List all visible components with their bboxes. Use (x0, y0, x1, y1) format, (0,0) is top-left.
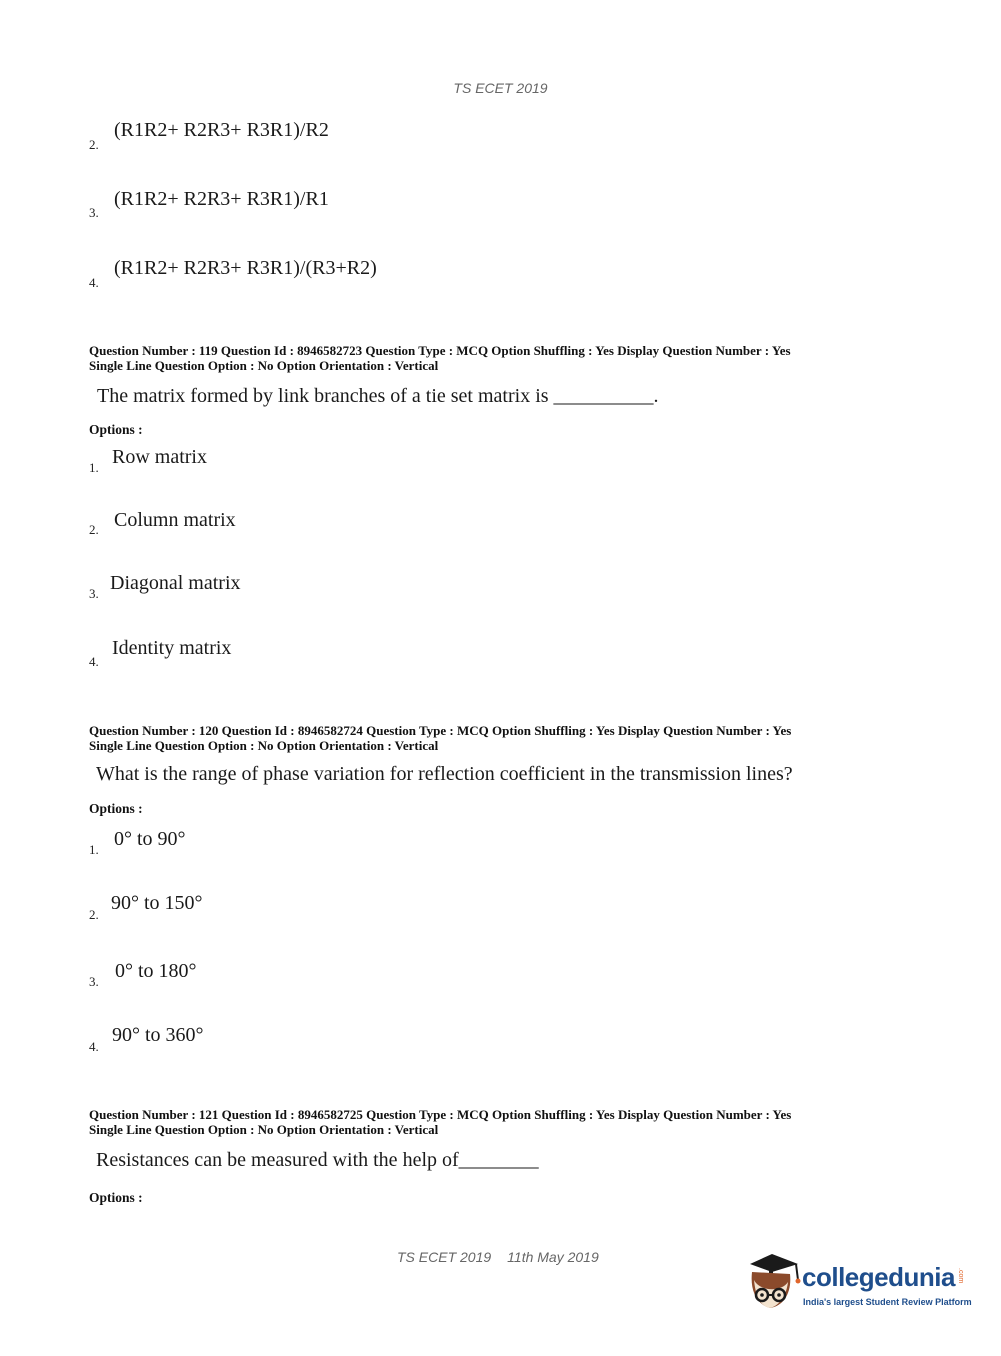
option-text: Identity matrix (112, 637, 232, 659)
option-number: 3. (89, 586, 99, 601)
option-text: (R1R2+ R2R3+ R3R1)/(R3+R2) (114, 257, 377, 279)
options-label: Options : (89, 801, 143, 816)
page-header: TS ECET 2019 (453, 80, 548, 96)
option-number: 3. (89, 205, 99, 220)
option-number: 4. (89, 654, 99, 669)
question-meta-line: Single Line Question Option : No Option Orientation : Vertical (89, 1122, 439, 1137)
collegedunia-logo (742, 1250, 972, 1320)
question-meta (89, 343, 909, 373)
option-text: 90° to 360° (112, 1024, 204, 1046)
footer-exam: TS ECET 2019 (397, 1249, 492, 1265)
question-meta (89, 1107, 909, 1137)
option-number: 1. (89, 460, 99, 475)
option-text: (R1R2+ R2R3+ R3R1)/R1 (114, 188, 329, 210)
options-label: Options : (89, 1190, 143, 1205)
option-text: Diagonal matrix (110, 572, 241, 594)
question-meta (89, 723, 909, 753)
question-meta-line: Question Number : 120 Question Id : 8946582724 Question Type : MCQ Option Shuffling : Yes Display Question Number : Yes (89, 723, 792, 738)
option-number: 3. (89, 974, 99, 989)
question-meta-line: Single Line Question Option : No Option Orientation : Vertical (89, 738, 439, 753)
option-text: Row matrix (112, 446, 207, 468)
question-text: The matrix formed by link branches of a tie set matrix is __________. (97, 385, 659, 407)
logo-tagline: India's largest Student Review Platform (803, 1297, 972, 1307)
option-number: 4. (89, 275, 99, 290)
question-meta-line: Question Number : 119 Question Id : 8946582723 Question Type : MCQ Option Shuffling : Yes Display Question Number : Yes (89, 343, 791, 358)
footer-date: 11th May 2019 (507, 1249, 599, 1265)
option-text: 0° to 180° (115, 960, 197, 982)
logo-suffix: .com (957, 1268, 964, 1284)
option-text: (R1R2+ R2R3+ R3R1)/R2 (114, 119, 329, 141)
option-number: 2. (89, 137, 99, 152)
logo-wordmark: collegedunia (802, 1262, 955, 1292)
option-number: 4. (89, 1039, 99, 1054)
option-text: 0° to 90° (114, 828, 186, 850)
question-text: Resistances can be measured with the help of________ (96, 1149, 539, 1171)
question-text: What is the range of phase variation for reflection coefficient in the transmission lines? (96, 763, 793, 785)
question-meta-line: Question Number : 121 Question Id : 8946582725 Question Type : MCQ Option Shuffling : Yes Display Question Number : Yes (89, 1107, 792, 1122)
page-footer (397, 1249, 599, 1265)
option-number: 2. (89, 907, 99, 922)
option-number: 1. (89, 842, 99, 857)
question-meta-line: Single Line Question Option : No Option Orientation : Vertical (89, 358, 439, 373)
option-number: 2. (89, 522, 99, 537)
options-label: Options : (89, 422, 143, 437)
mascot-icon (742, 1250, 804, 1320)
option-text: Column matrix (114, 509, 236, 531)
option-text: 90° to 150° (111, 892, 203, 914)
